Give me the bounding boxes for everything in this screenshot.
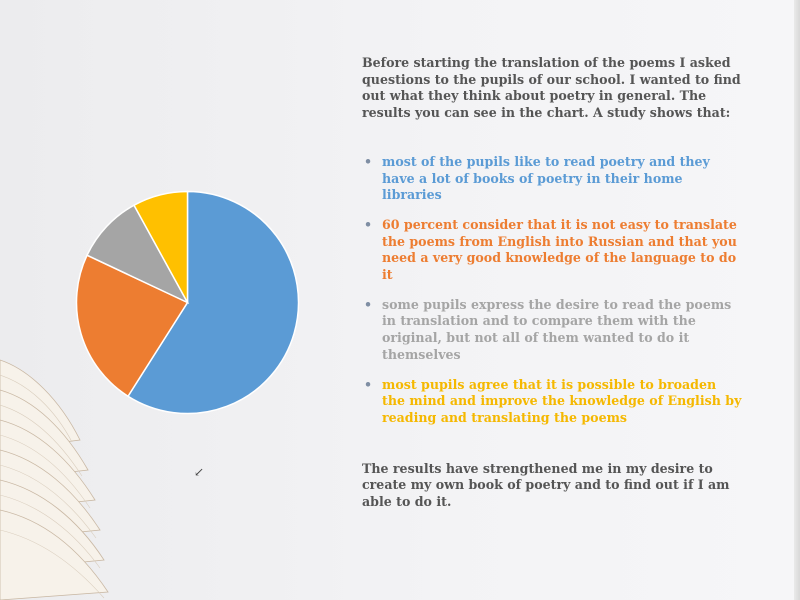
finding-item: • 60 percent consider that it is not easy to translate the poems from English into Russian and that you need a very good knowledge of the language to do it	[362, 217, 742, 284]
finding-item: • some pupils express the desire to read the poems in translation and to compare them with the original, but not all of them wanted to do it themselves	[362, 297, 742, 364]
finding-item: • most pupils agree that it is possible to broaden the mind and improve the knowledge of English by reading and translating the poems	[362, 377, 742, 427]
finding-item: • most of the pupils like to read poetry and they have a lot of books of poetry in their home libraries	[362, 154, 742, 204]
slide-text	[362, 55, 742, 511]
findings-list	[362, 154, 742, 427]
cursor-icon: ↙	[194, 465, 205, 479]
intro-paragraph: Before starting the translation of the poems I asked questions to the pupils of our school. I wanted to find out what they think about poetry in general. The results you can see in the chart. A study shows that:	[362, 55, 741, 121]
survey-pie-chart	[70, 185, 305, 420]
conclusion-paragraph: The results have strengthened me in my desire to create my own book of poetry and to find out if I am able to do it.	[362, 460, 730, 510]
slide-edge-shadow	[794, 0, 800, 600]
